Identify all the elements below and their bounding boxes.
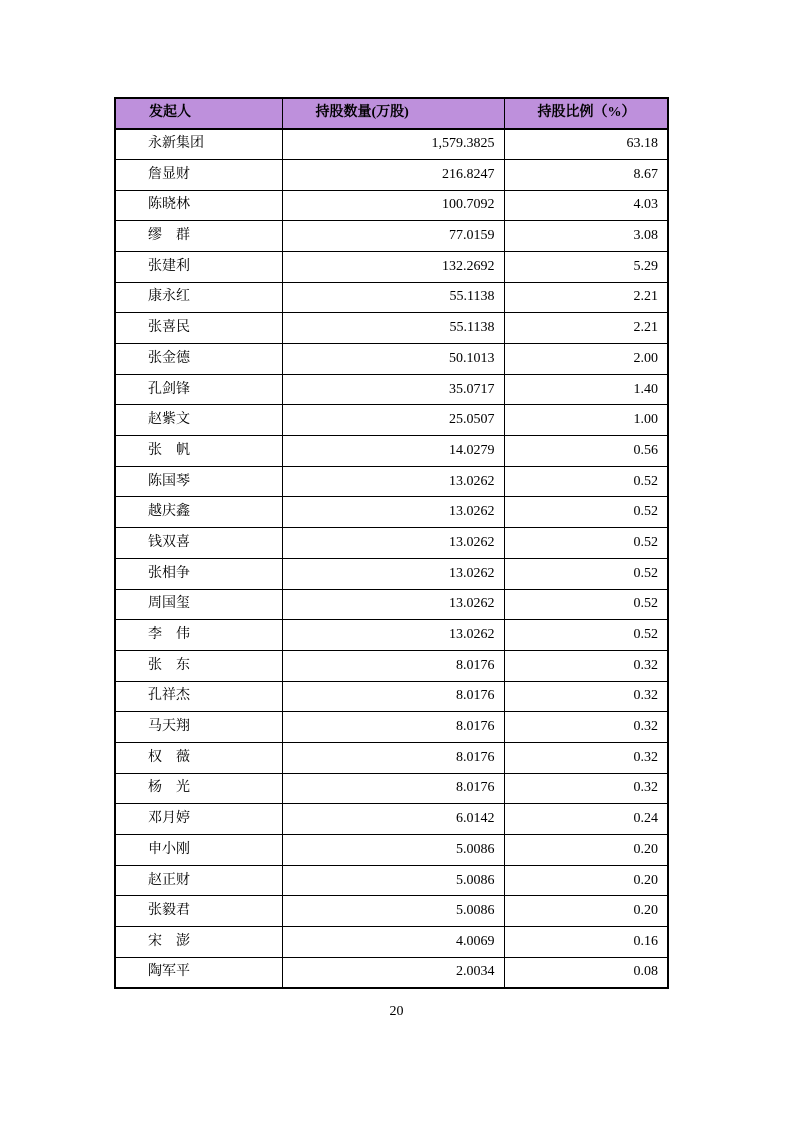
shareholding-ratio-cell: 0.52 (504, 589, 668, 620)
table-row (115, 742, 668, 773)
table-row (115, 466, 668, 497)
shares-amount-cell: 55.1138 (282, 282, 504, 313)
promoter-name-cell: 孔祥杰 (115, 681, 282, 712)
promoter-name-cell: 张毅君 (115, 896, 282, 927)
shareholding-ratio-cell: 0.08 (504, 957, 668, 988)
table-row (115, 957, 668, 988)
promoter-name-cell: 李 伟 (115, 620, 282, 651)
shares-amount-cell: 100.7092 (282, 190, 504, 221)
shares-amount-cell: 50.1013 (282, 344, 504, 375)
header-shares-amount: 持股数量(万股) (282, 98, 504, 129)
shareholding-ratio-cell: 1.00 (504, 405, 668, 436)
promoter-name-cell: 赵紫文 (115, 405, 282, 436)
shares-amount-cell: 13.0262 (282, 589, 504, 620)
promoter-name-cell: 马天翔 (115, 712, 282, 743)
shareholding-ratio-cell: 0.52 (504, 497, 668, 528)
shares-amount-cell: 8.0176 (282, 712, 504, 743)
promoter-name-cell: 钱双喜 (115, 528, 282, 559)
table-row (115, 497, 668, 528)
shareholding-ratio-cell: 8.67 (504, 159, 668, 190)
shareholding-ratio-cell: 0.32 (504, 650, 668, 681)
table-row (115, 712, 668, 743)
promoter-name-cell: 詹显财 (115, 159, 282, 190)
header-promoter: 发起人 (115, 98, 282, 129)
shares-amount-cell: 14.0279 (282, 436, 504, 467)
shares-amount-cell: 2.0034 (282, 957, 504, 988)
shares-amount-cell: 5.0086 (282, 896, 504, 927)
promoter-name-cell: 越庆鑫 (115, 497, 282, 528)
header-shareholding-ratio: 持股比例（%） (504, 98, 668, 129)
table-row (115, 528, 668, 559)
shareholding-ratio-cell: 4.03 (504, 190, 668, 221)
shareholding-ratio-cell: 2.21 (504, 282, 668, 313)
table-row (115, 313, 668, 344)
promoter-name-cell: 邓月婷 (115, 804, 282, 835)
promoter-name-cell: 周国玺 (115, 589, 282, 620)
table-row (115, 650, 668, 681)
shareholding-ratio-cell: 0.20 (504, 835, 668, 866)
shareholding-ratio-cell: 0.32 (504, 742, 668, 773)
shareholding-ratio-cell: 5.29 (504, 251, 668, 282)
promoter-name-cell: 陶军平 (115, 957, 282, 988)
table-row (115, 620, 668, 651)
table-header-row (115, 98, 668, 129)
table-row (115, 251, 668, 282)
shares-amount-cell: 13.0262 (282, 497, 504, 528)
shareholding-ratio-cell: 2.00 (504, 344, 668, 375)
promoter-name-cell: 赵正财 (115, 865, 282, 896)
shares-amount-cell: 8.0176 (282, 681, 504, 712)
shareholding-ratio-cell: 0.52 (504, 528, 668, 559)
shareholding-ratio-cell: 0.32 (504, 712, 668, 743)
table-row (115, 865, 668, 896)
table-row (115, 835, 668, 866)
shares-amount-cell: 132.2692 (282, 251, 504, 282)
table-row (115, 190, 668, 221)
table-row (115, 221, 668, 252)
table-row (115, 129, 668, 160)
promoter-name-cell: 张建利 (115, 251, 282, 282)
shares-amount-cell: 5.0086 (282, 865, 504, 896)
shares-amount-cell: 13.0262 (282, 558, 504, 589)
shareholding-ratio-cell: 0.32 (504, 773, 668, 804)
promoter-name-cell: 陈国琴 (115, 466, 282, 497)
promoter-name-cell: 张喜民 (115, 313, 282, 344)
promoter-name-cell: 永新集团 (115, 129, 282, 160)
table-row (115, 681, 668, 712)
promoter-name-cell: 孔剑锋 (115, 374, 282, 405)
shares-amount-cell: 6.0142 (282, 804, 504, 835)
promoter-name-cell: 陈晓林 (115, 190, 282, 221)
shareholding-ratio-cell: 0.52 (504, 558, 668, 589)
table-row (115, 282, 668, 313)
shares-amount-cell: 1,579.3825 (282, 129, 504, 160)
table-row (115, 558, 668, 589)
shares-amount-cell: 55.1138 (282, 313, 504, 344)
shareholders-table (114, 97, 669, 989)
shareholding-ratio-cell: 0.52 (504, 466, 668, 497)
shareholding-ratio-cell: 63.18 (504, 129, 668, 160)
shareholding-ratio-cell: 0.20 (504, 865, 668, 896)
table-row (115, 896, 668, 927)
promoter-name-cell: 缪 群 (115, 221, 282, 252)
promoter-name-cell: 张金德 (115, 344, 282, 375)
table-row (115, 773, 668, 804)
promoter-name-cell: 申小刚 (115, 835, 282, 866)
shareholding-ratio-cell: 2.21 (504, 313, 668, 344)
table-row (115, 804, 668, 835)
promoter-name-cell: 康永红 (115, 282, 282, 313)
table-row (115, 159, 668, 190)
shares-amount-cell: 13.0262 (282, 620, 504, 651)
shares-amount-cell: 5.0086 (282, 835, 504, 866)
shareholding-ratio-cell: 3.08 (504, 221, 668, 252)
shares-amount-cell: 13.0262 (282, 466, 504, 497)
promoter-name-cell: 张 帆 (115, 436, 282, 467)
shareholding-ratio-cell: 0.24 (504, 804, 668, 835)
promoter-name-cell: 杨 光 (115, 773, 282, 804)
promoter-name-cell: 张相争 (115, 558, 282, 589)
shares-amount-cell: 216.8247 (282, 159, 504, 190)
shareholding-ratio-cell: 0.52 (504, 620, 668, 651)
shareholding-ratio-cell: 0.56 (504, 436, 668, 467)
shares-amount-cell: 8.0176 (282, 650, 504, 681)
shareholding-ratio-cell: 0.16 (504, 927, 668, 958)
shares-amount-cell: 77.0159 (282, 221, 504, 252)
table-row (115, 405, 668, 436)
table-row (115, 374, 668, 405)
shares-amount-cell: 8.0176 (282, 742, 504, 773)
table-row (115, 436, 668, 467)
shares-amount-cell: 25.0507 (282, 405, 504, 436)
shareholding-ratio-cell: 1.40 (504, 374, 668, 405)
table-row (115, 589, 668, 620)
shares-amount-cell: 35.0717 (282, 374, 504, 405)
promoter-name-cell: 宋 澎 (115, 927, 282, 958)
shareholding-ratio-cell: 0.20 (504, 896, 668, 927)
table-row (115, 927, 668, 958)
shares-amount-cell: 13.0262 (282, 528, 504, 559)
promoter-name-cell: 权 薇 (115, 742, 282, 773)
shares-amount-cell: 8.0176 (282, 773, 504, 804)
promoter-name-cell: 张 东 (115, 650, 282, 681)
page-number: 20 (389, 1004, 404, 1019)
shareholding-ratio-cell: 0.32 (504, 681, 668, 712)
shares-amount-cell: 4.0069 (282, 927, 504, 958)
table-row (115, 344, 668, 375)
